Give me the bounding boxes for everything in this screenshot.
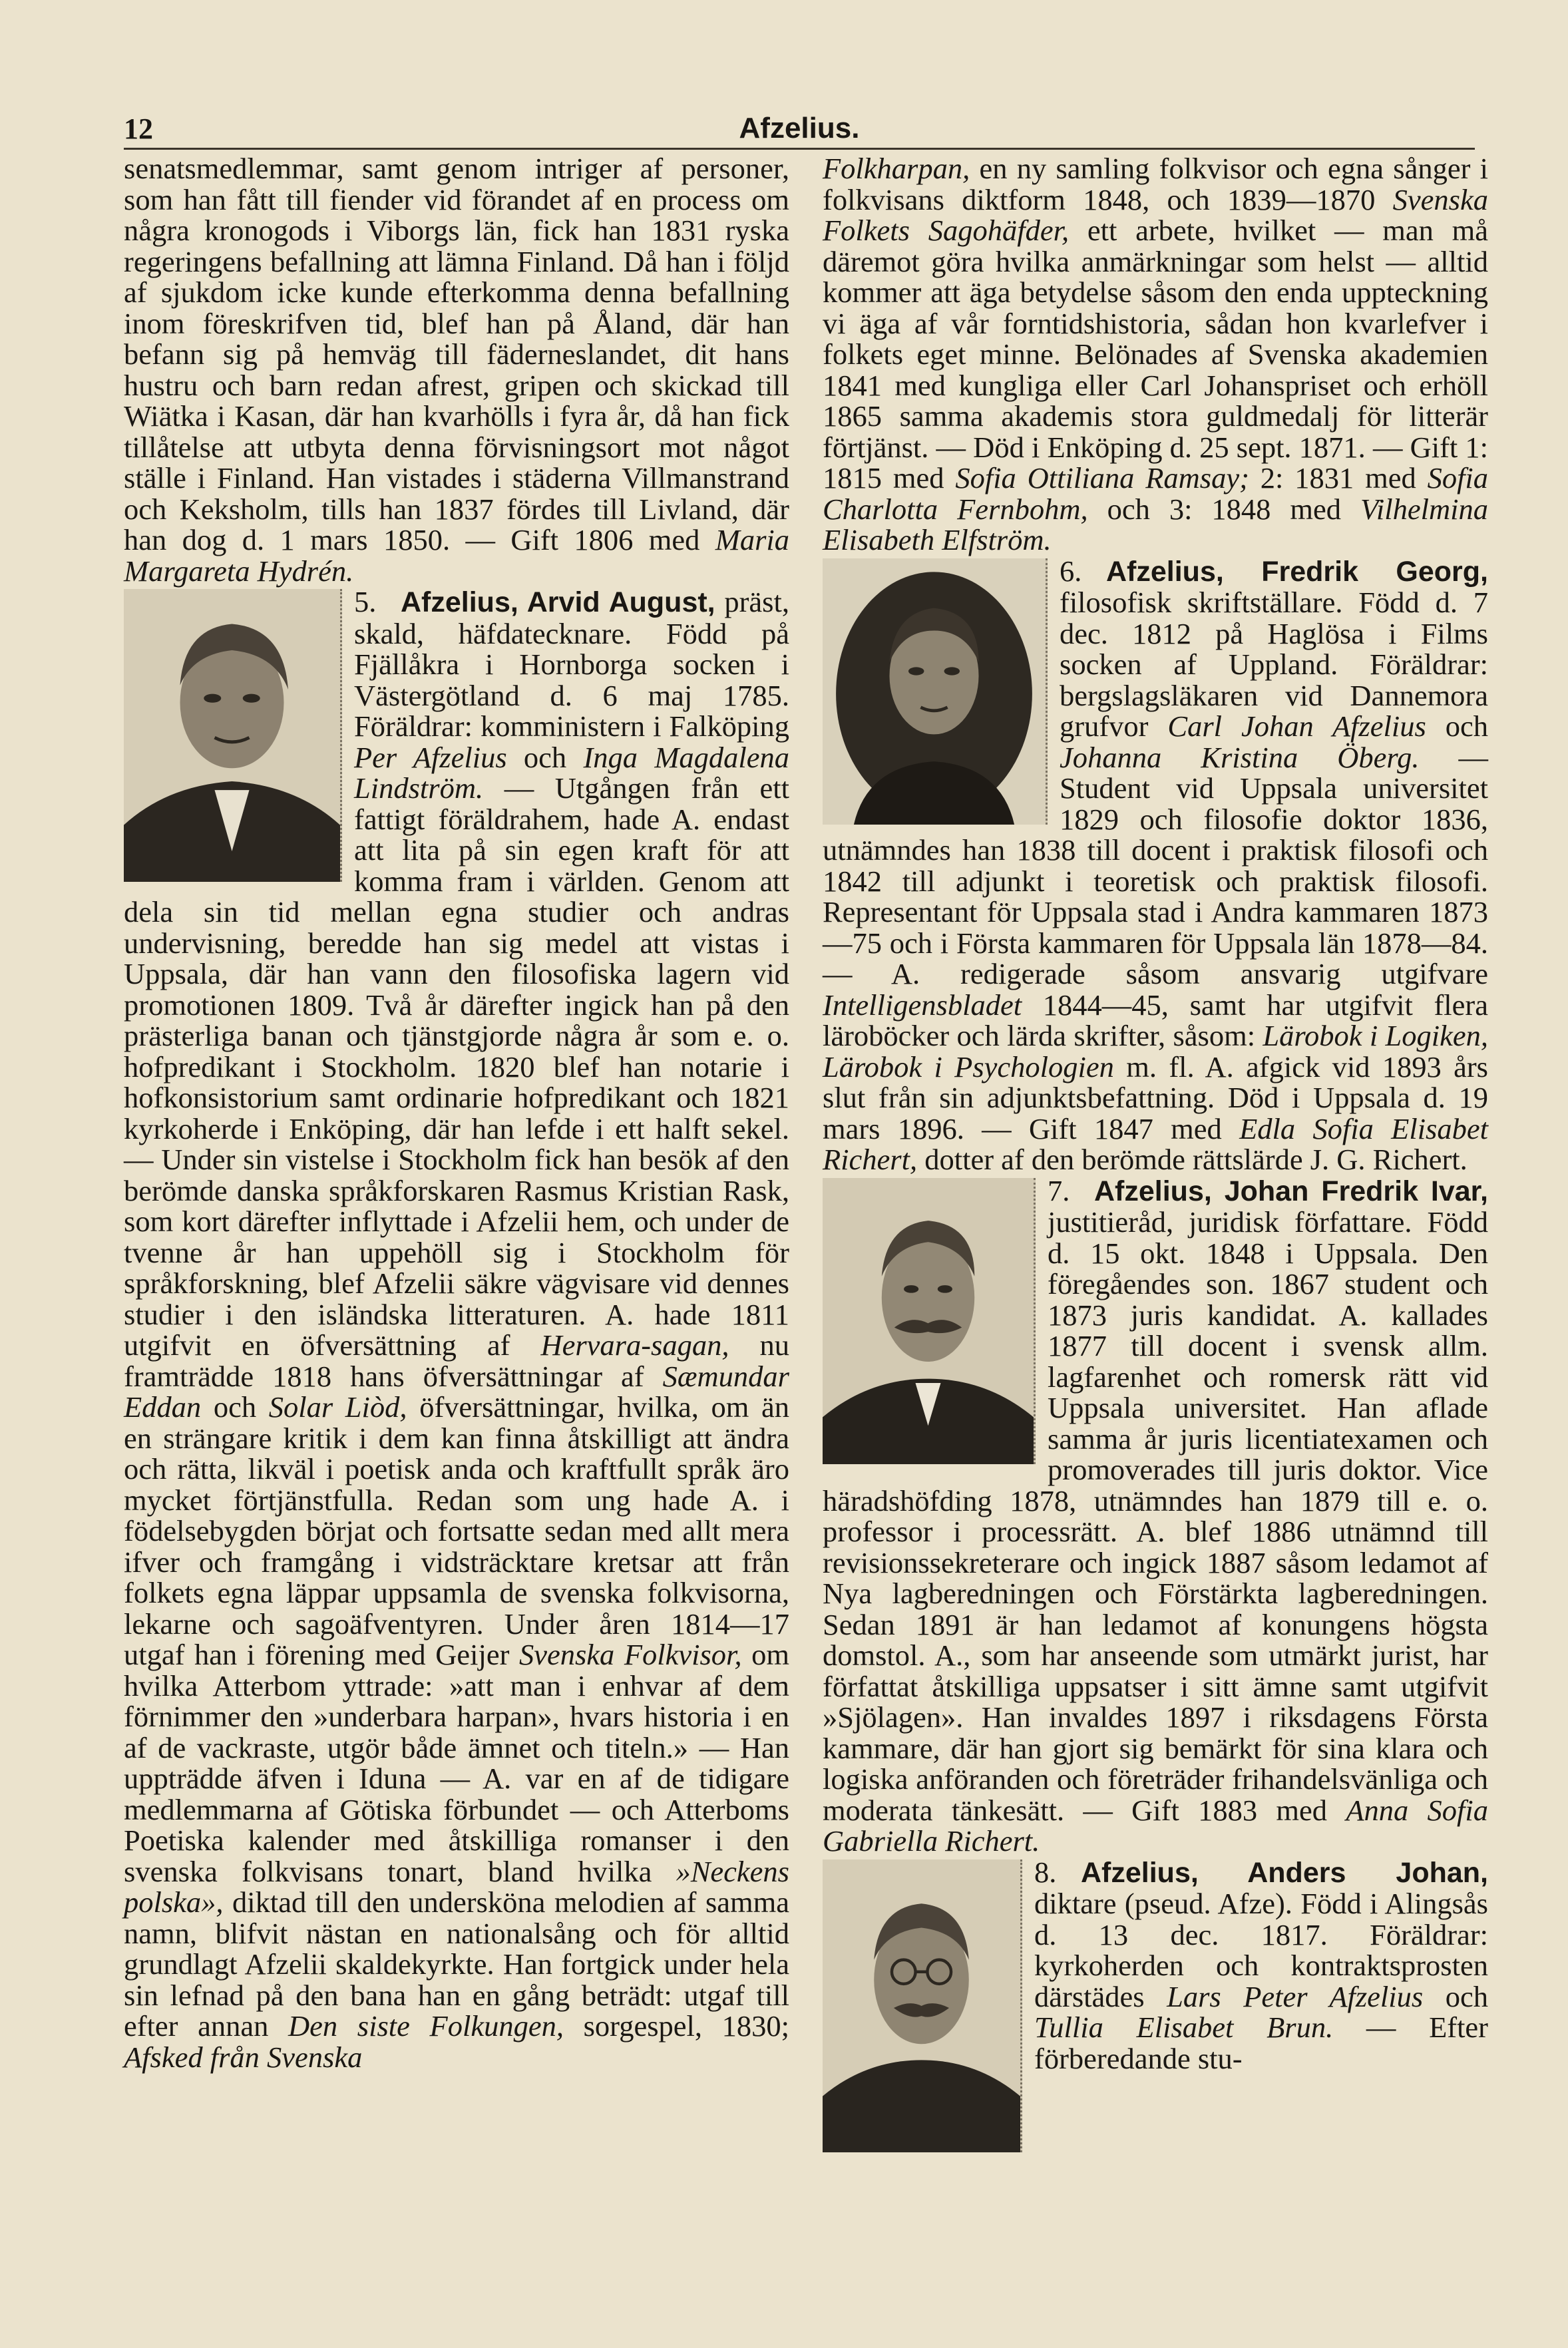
entry5-continuation: Folkharpan, en ny samling folkvisor och egna sånger i folkvisans diktform 1848, och 1839—1870 Svenska Folkets Sagohäfder, ett arbete, hvilket — man må däremot göra hvilka anmärkningar som helst — alltid kommer att äga betydelse såsom den enda uppteckning vi äga af vår forntidshistoria, sådan hon kvarlefver i folkets eget minne. Belönades af Svenska akademien 1841 med kungliga eller Carl Johanspriset och erhöll 1865 samma akademis stora guldmedalj för litterär förtjänst. — Död i Enköping d. 25 sept. 1871. — Gift 1: 1815 med Sofia Ottiliana Ramsay; 2: 1831 med Sofia Charlotta Fernbohm, och 3: 1848 med Vilhelmina Elisabeth Elfström. [823, 152, 1489, 556]
entry4-continuation: senatsmedlemmar, samt genom intriger af personer, som han fått till fiender vid förandet af en process om några kronogods i Viborgs län, fick han 1831 ryska regeringens befallning att lämna Finland. Då han i följd af sjukdom icke kunde efterkomma denna befallning inom föreskrifven tid, blef han på Åland, där han befann sig på hemväg till fäderneslandet, dit hans hustru och barn redan afrest, gripen och skickad till Wiätka i Kasan, där han kvarhölls i fyra år, då han fick tillåtelse att utbyta denna förvisningsort mot något ställe i Finland. Han vistades i städerna Villmanstrand och Keksholm, tills han 1837 fördes till Livland, där han dog d. 1 mars 1850. — Gift 1806 med Maria Margareta Hydrén. [124, 152, 789, 588]
header-rule [124, 148, 1475, 150]
entry-headword: Afzelius, Johan Fredrik Ivar, [1094, 1175, 1488, 1207]
entry-number: 8. [1034, 1855, 1057, 1889]
entry-number: 7. [1048, 1173, 1070, 1207]
entry-6: 6. Afzelius, Fredrik Georg, filosofisk skriftställare. Född d. 7 dec. 1812 på Haglösa i Films socken af Uppland. Föräldrar: bergslagsläkaren vid Dannemora grufvor Carl Johan Afzelius och Johanna Kristina Öberg. — Student vid Uppsala universitet 1829 och filosofie doktor 1836, utnämndes han 1838 till docent i praktisk filosofi och 1842 till adjunkt i teoretisk och praktisk filosofi. Representant för Uppsala stad i Andra kammaren 1873—75 och i Första kammaren för Uppsala län 1878—84. — A. redigerade såsom ansvarig utgifvare Intelligensbladet 1844—45, samt har utgifvit flera läroböcker och lärda skrifter, såsom: Lärobok i Logiken, Lärobok i Psychologien m. fl. A. afgick vid 1893 års slut från sin adjunktsbefattning. Död i Uppsala d. 19 mars 1896. — Gift 1847 med Edla Sofia Elisabet Richert, dotter af den berömde rättslärde J. G. Richert. [823, 554, 1489, 1176]
right-column [823, 153, 1488, 2156]
entry-number: 5. [354, 585, 377, 618]
left-column [124, 153, 789, 2072]
entry-5: 5. Afzelius, Arvid August, präst, skald, häfdatecknare. Född på Fjällåkra i Hornborga socken i Västergötland d. 6 maj 1785. Föräldrar: komministern i Falköping Per Afzelius och Inga Magdalena Lindström. — Utgången från ett fattigt föräldrahem, hade A. endast att lita på sin egen kraft för att komma fram i världen. Genom att dela sin tid mellan egna studier och andras undervisning, beredde han sig medel att vistas i Uppsala, där han vann den filosofiska lagern vid promotionen 1809. Två år därefter ingick han på den prästerliga banan och tjänstgjorde några år som e. o. hofpredikant i Stockholm. 1820 blef han notarie i hofkonsistorium samt ordinarie hofpredikant och 1821 kyrkoherde i Enköping, där han lefde i ett halft sekel. — Under sin vistelse i Stockholm fick han besök af den berömde danska språkforskaren Rasmus Kristian Rask, som kort därefter inflyttade i Afzelii hem, och under de tvenne år han uppehöll sig i Stockholm för språkforskning, blef Afzelii säkre vägvisare vid dennes studier i den isländska litteraturen. A. hade 1811 utgifvit en öfversättning af Hervara-sagan, nu framträdde 1818 hans öfversättningar af Sæmundar Eddan och Solar Liòd, öfversättningar, hvilka, om än en strängare kritik i dem kan finna åtskilligt att ändra och rätta, likväl i poetisk anda och kraftfullt språk äro mycket förtjänstfulla. Redan som ung hade A. i födelsebygden börjat och fortsatte sedan med allt mera ifver och framgång i vidsträcktare kretsar att från folkets egna läppar uppsamla de svenska folkvisorna, lekarne och sagoäfventyren. Under åren 1814—17 utgaf han i förening med Geijer Svenska Folkvisor, om hvilka Atterbom yttrade: »att man i enhvar af dem förnimmer den »underbara harpan», hvars historia i en af de vackraste, utgör både ämnet och titeln.» — Han uppträdde äfven i Iduna — A. var en af de tidigare medlemmarna af Götiska förbundet — och Atterboms Poetiska kalender med åtskilliga romanser i den svenska folkvisans tonart, bland hvilka »Neckens polska», diktad till den undersköna melodien af samma namn, blifvit nästan en nationalsång och för alltid grundlagt Afzelii skaldekyrkte. Han fortgick under hela sin lefnad på den bana han en gång beträdt: utgaf till efter annan Den siste Folkungen, sorgespel, 1830; Afsked från Svenska [124, 585, 790, 2074]
portrait-arvid-august-afzelius [124, 589, 342, 882]
portrait-fredrik-georg-afzelius [823, 558, 1048, 825]
page-header [124, 112, 1475, 149]
portrait-johan-fredrik-ivar-afzelius [823, 1178, 1036, 1464]
entry-headword: Afzelius, Anders Johan, [1081, 1856, 1488, 1889]
entry-7: 7. Afzelius, Johan Fredrik Ivar, justitieråd, juridisk författare. Född d. 15 okt. 1848 i Uppsala. Den föregåendes son. 1867 student och 1873 juris kandidat. A. kallades 1877 till docent i svensk allm. lagfarenhet och romersk rätt vid Uppsala universitet. Han aflade samma år juris licentiatexamen och promoverades till juris doktor. Vice häradshöfding 1878, utnämndes han 1879 till e. o. professor i processrätt. A. blef 1886 utnämnd till revisionssekreterare och ingick 1887 såsom ledamot af Nya lagberedningen och Förstärkta lagberedningen. Sedan 1891 är han ledamot af konungens högsta domstol. A., som har anseende som utmärkt jurist, har författat åtskilliga uppsatser i sitt ämne samt utgifvit »Sjölagen». Han invaldes 1897 i riksdagens Första kammare, där han gjort sig bemärkt för sina klara och logiska anföranden och företräder frihandelsvänliga och moderata tänkesätt. — Gift 1883 med Anna Sofia Gabriella Richert. [823, 1173, 1488, 1858]
entry-8: 8. Afzelius, Anders Johan, diktare (pseud. Afze). Född i Alingsås d. 13 dec. 1817. Föräldrar: kyrkoherden och kontraktsprosten därstädes Lars Peter Afzelius och Tullia Elisabet Brun. — Efter förberedande stu- [823, 1857, 1488, 2074]
running-head: Afzelius. [739, 112, 860, 144]
entry-headword: Afzelius, Fredrik Georg, [1106, 555, 1488, 588]
page-number: 12 [124, 112, 153, 145]
portrait-anders-johan-afzelius [823, 1859, 1022, 2152]
entry-headword: Afzelius, Arvid August, [401, 586, 715, 618]
entry-number: 6. [1060, 554, 1082, 588]
